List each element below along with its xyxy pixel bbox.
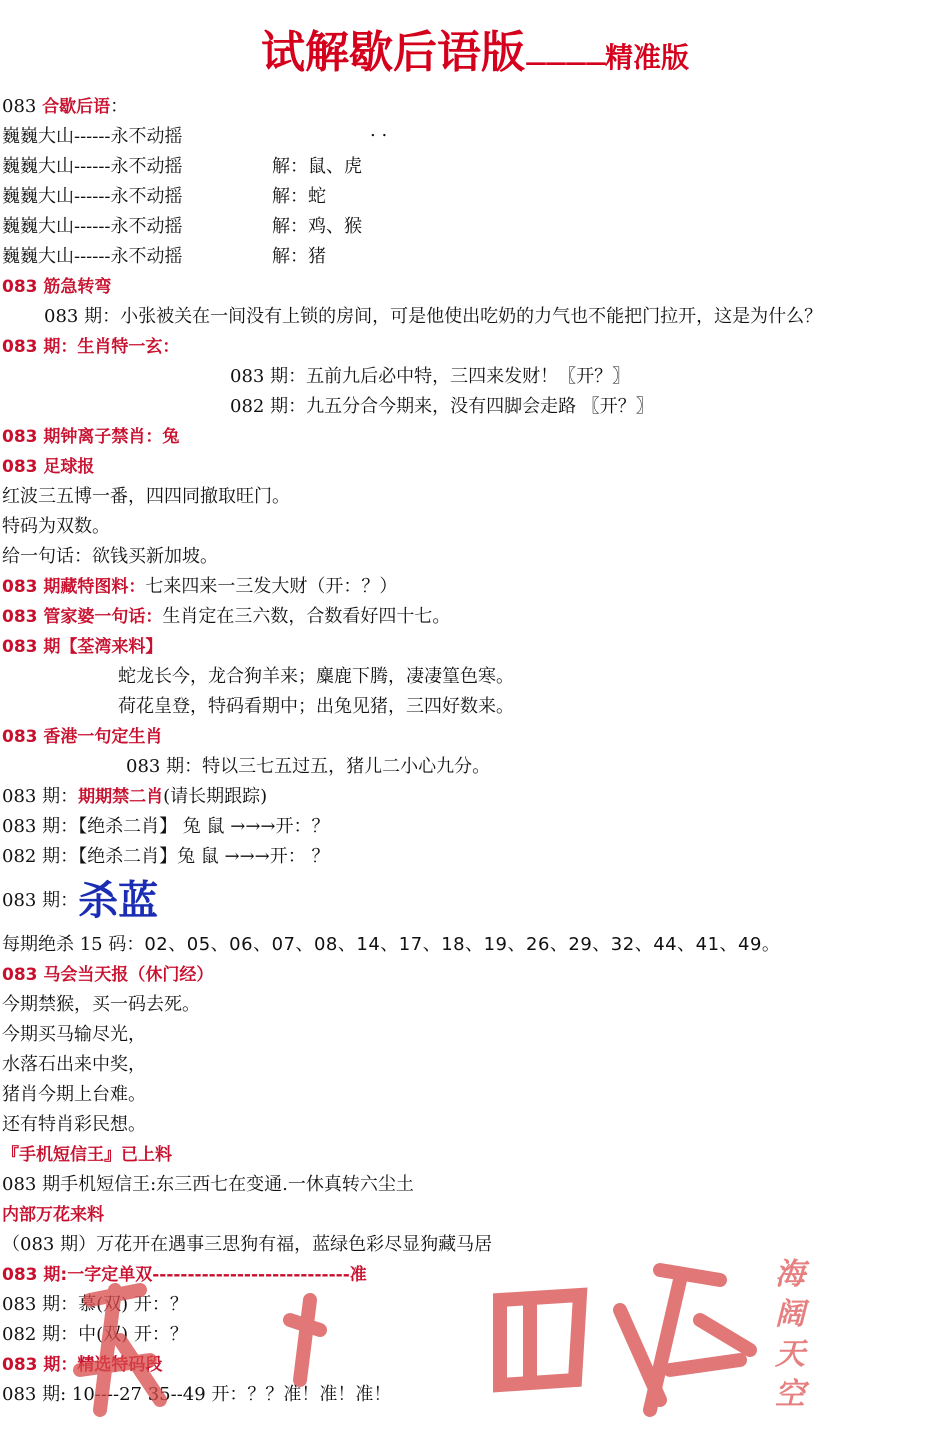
title-dash: ———— bbox=[524, 49, 605, 76]
section-7-line: 083 管家婆一句话：生肖定在三六数，合数看好四十七。 bbox=[2, 606, 451, 627]
section-14-header: 内部万花来料 bbox=[2, 1205, 104, 1225]
racing-line-4: 猪肖今期上台难。 bbox=[2, 1084, 146, 1105]
wanhua-line: （083 期）万花开在遇事三思狗有福，蓝绿色彩尽显狗藏马居 bbox=[2, 1234, 493, 1255]
sms-line: 083 期手机短信王:东三西七在变通.一休真转六尘土 bbox=[2, 1174, 414, 1195]
section-11-header: 083 期：杀蓝 bbox=[2, 878, 159, 924]
tsuen-wan-line-1: 蛇龙长今，龙合狗羊来；麋鹿下腾，凄凄篁色寒。 bbox=[118, 666, 514, 687]
kill-numbers-line: 每期绝杀 15 码：02、05、06、07、08、14、17、18、19、26、29、32、44、41、49。 bbox=[2, 934, 781, 955]
page-title bbox=[0, 16, 950, 80]
section-10-header: 083 期：期期禁二肖(请长期跟踪) bbox=[2, 786, 268, 807]
riddle-line-1: 巍巍大山------永不动摇 . . bbox=[2, 120, 388, 147]
ban-line-1: 083 期：【绝杀二肖】 兔 鼠 →→→开：？ bbox=[2, 816, 330, 837]
odd-even-line-1: 083 期：慕(双) 开：？ bbox=[2, 1294, 188, 1315]
section-4-header: 083 期钟离子禁肖：兔 bbox=[2, 427, 180, 447]
title-main: 试解歇后语版 bbox=[260, 27, 525, 78]
brain-teaser-line: 083 期：小张被关在一间没有上锁的房间，可是他使出吃奶的力气也不能把门拉开，这是为什么？ bbox=[44, 306, 823, 327]
range-line: 083 期: 10----27 35--49 开：？？准！准！准！ bbox=[2, 1384, 392, 1405]
section-12-header: 083 马会当天报（休门经） bbox=[2, 965, 214, 985]
kill-color-text: 杀蓝 bbox=[78, 878, 159, 924]
zodiac-line-1: 083 期：五前九后必中特，三四来发财！〖开？〗 bbox=[230, 366, 631, 387]
section-13-header: 『手机短信王』已上料 bbox=[2, 1145, 172, 1165]
odd-even-line-2: 082 期：中(双) 开：？ bbox=[2, 1324, 188, 1345]
content bbox=[2, 92, 948, 1410]
section-5-header: 083 足球报 bbox=[2, 457, 95, 477]
section-15-header: 083 期:一字定单双----------------------------准 bbox=[2, 1265, 367, 1285]
section-16-header: 083 期：精选特码段 bbox=[2, 1355, 163, 1375]
ban-line-2: 082 期：【绝杀二肖】兔 鼠 →→→开： ？ bbox=[2, 846, 330, 867]
title-sub: 精准版 bbox=[604, 41, 689, 74]
section-9-header: 083 香港一句定生肖 bbox=[2, 727, 163, 747]
riddle-line-4: 巍巍大山------永不动摇 解：鸡、猴 bbox=[2, 216, 362, 237]
zodiac-line-2: 082 期：九五分合今期来，没有四脚会走路 〖开？〗 bbox=[230, 396, 654, 417]
section-8-header: 083 期【荃湾来料】 bbox=[2, 637, 163, 657]
section-6-line: 083 期藏特图料：七来四来一三发大财（开：？） bbox=[2, 576, 398, 597]
racing-line-3: 水落石出来中奖， bbox=[2, 1054, 146, 1075]
football-line-2: 特码为双数。 bbox=[2, 516, 110, 537]
tsuen-wan-line-2: 荷花皇登，特码看期中；出兔见猪，三四好数来。 bbox=[118, 696, 514, 717]
seal-stamp: 海 阔 天 空 bbox=[775, 1257, 805, 1412]
football-line-3: 给一句话：欲钱买新加坡。 bbox=[2, 546, 218, 567]
hk-line: 083 期：特以三七五过五，猪儿二小心九分。 bbox=[126, 756, 491, 777]
section-1-header: 083 合歇后语： bbox=[2, 96, 129, 117]
racing-line-2: 今期买马输尽光， bbox=[2, 1024, 146, 1045]
riddle-line-5: 巍巍大山------永不动摇 解：猪 bbox=[2, 246, 326, 267]
section-3-header: 083 期：生肖特一玄： bbox=[2, 337, 180, 357]
racing-line-1: 今期禁猴，买一码去死。 bbox=[2, 994, 200, 1015]
football-line-1: 红波三五博一番，四四同撤取旺门。 bbox=[2, 486, 290, 507]
section-2-header: 083 筋急转弯 bbox=[2, 277, 112, 297]
riddle-line-3: 巍巍大山------永不动摇 解：蛇 bbox=[2, 186, 326, 207]
racing-line-5: 还有特肖彩民想。 bbox=[2, 1114, 146, 1135]
riddle-line-2: 巍巍大山------永不动摇 解：鼠、虎 bbox=[2, 156, 362, 177]
